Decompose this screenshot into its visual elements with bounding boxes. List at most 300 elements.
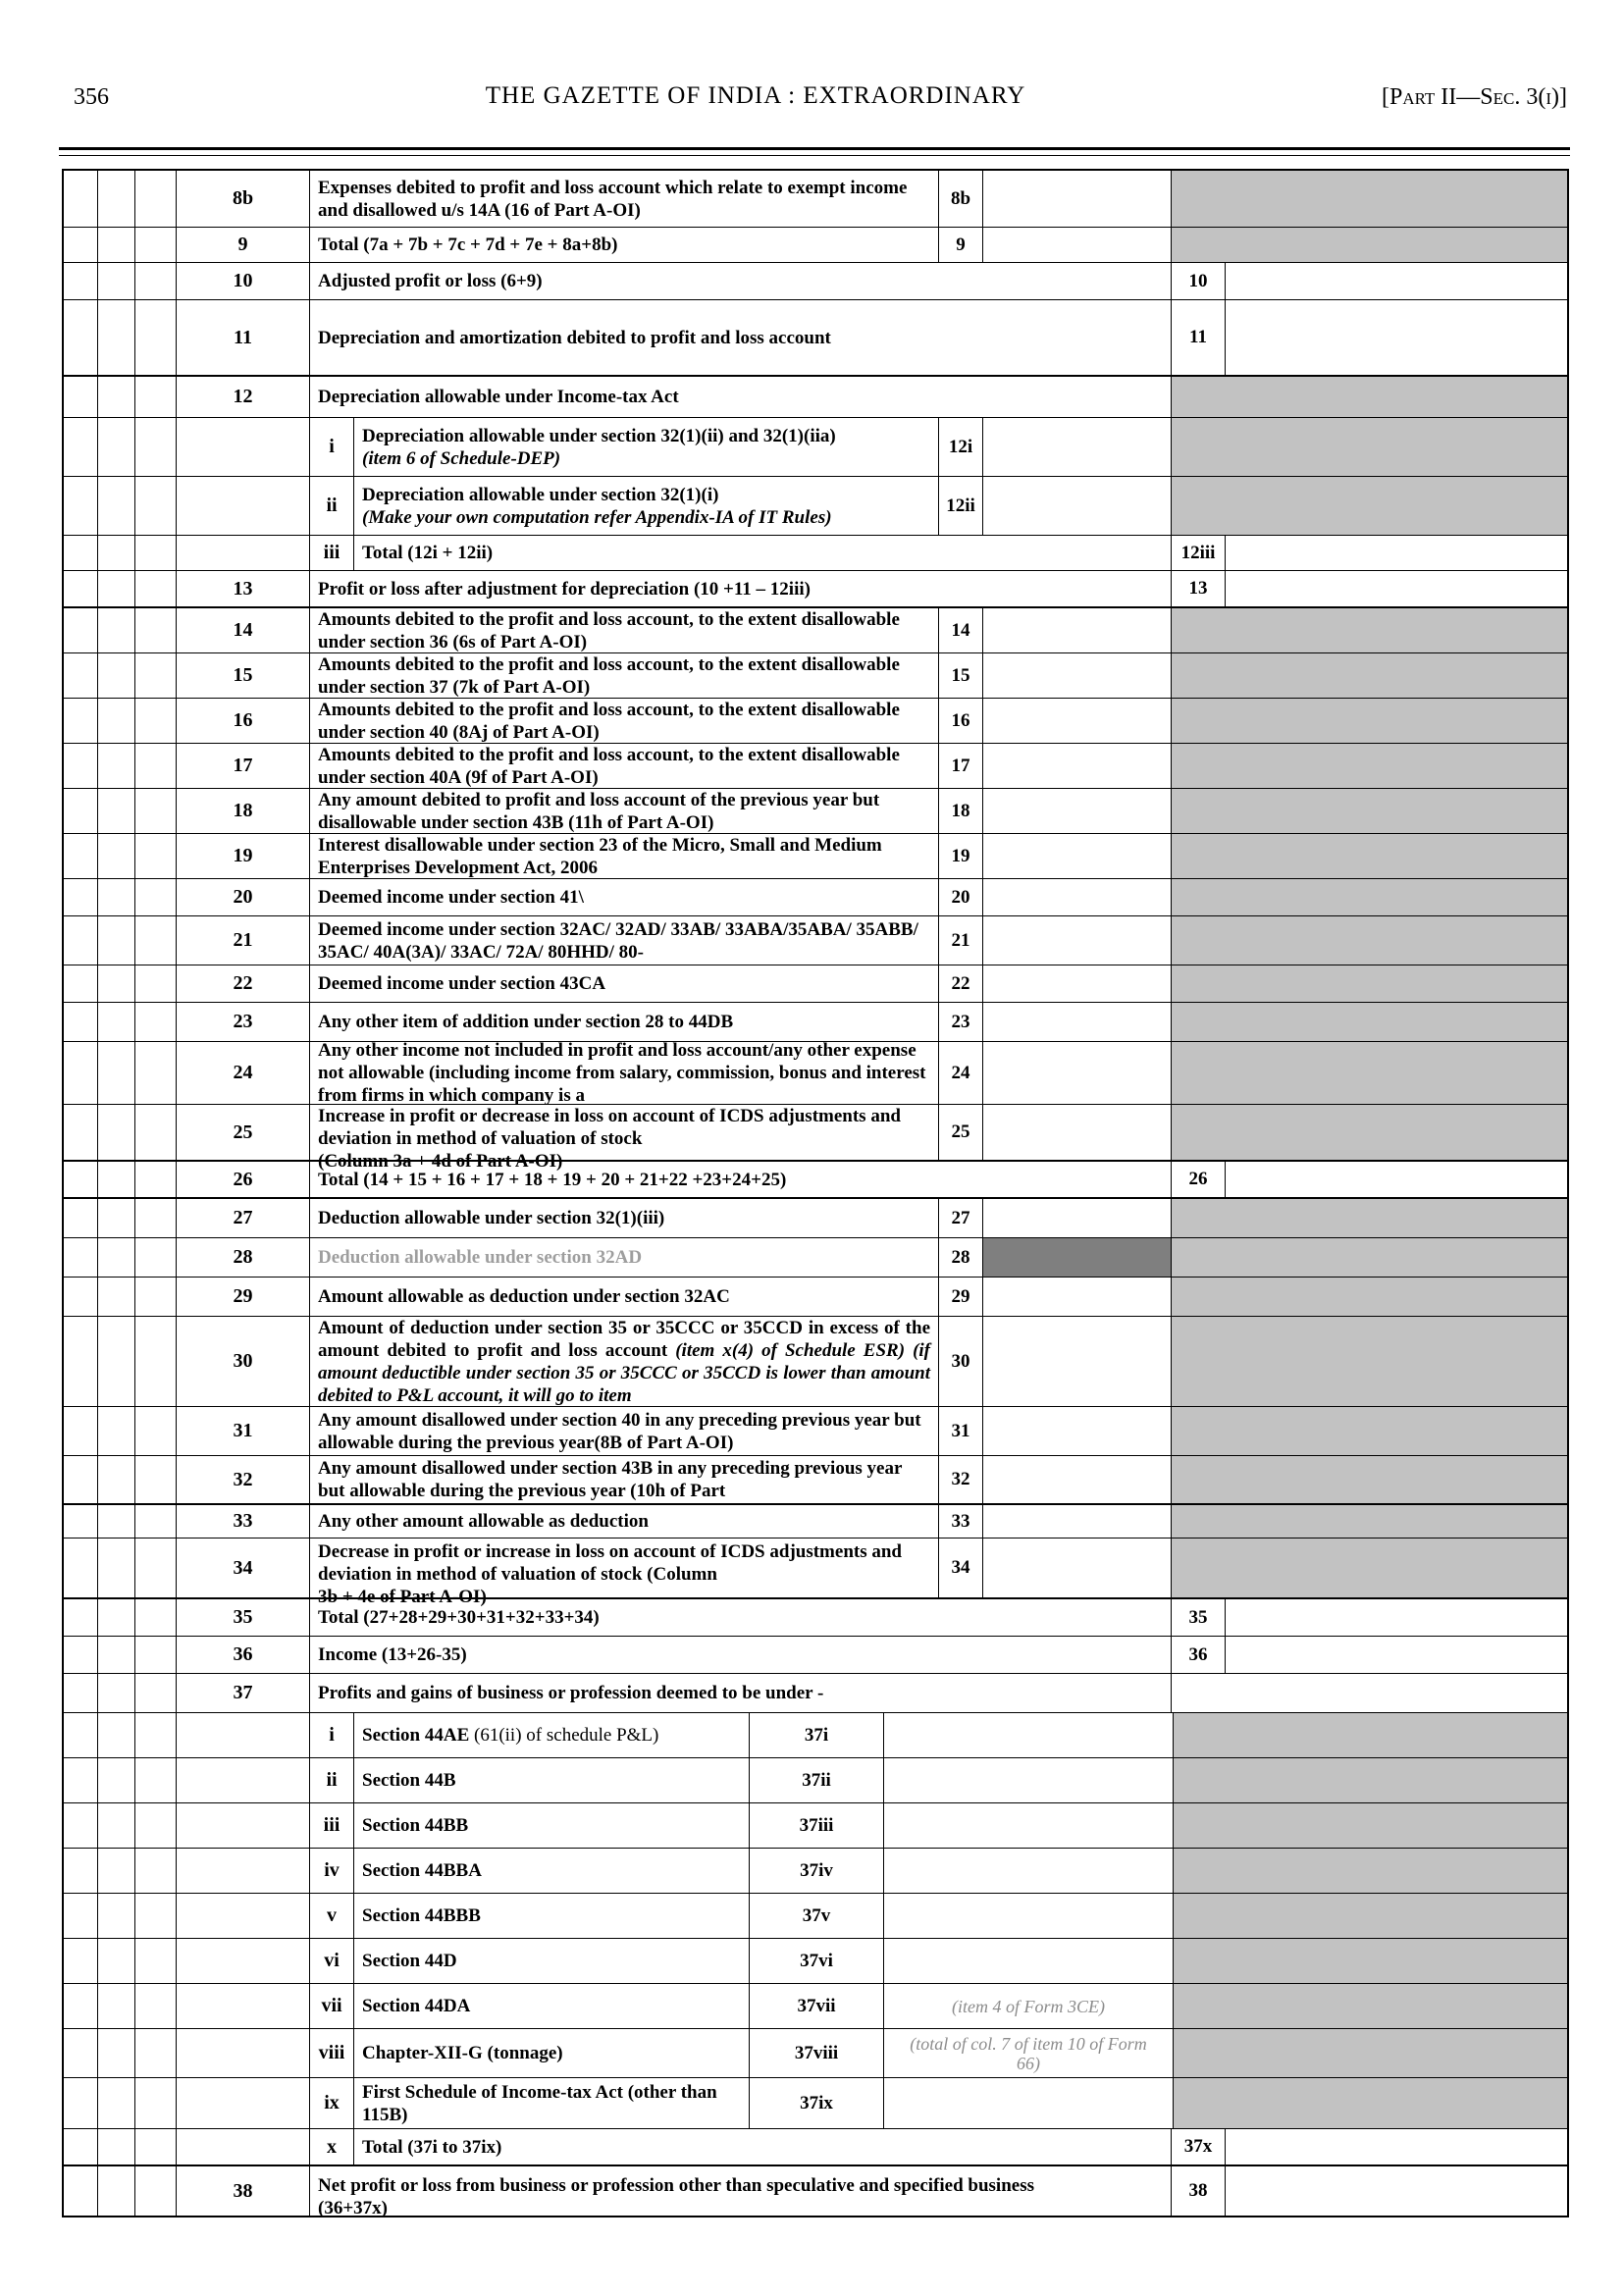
margin-column bbox=[98, 171, 135, 227]
margin-column bbox=[64, 1317, 98, 1406]
shaded-area bbox=[1174, 1849, 1567, 1893]
shaded-area bbox=[1172, 834, 1567, 878]
sub-row-numeral: ii bbox=[310, 1758, 354, 1802]
margin-column bbox=[98, 1637, 135, 1673]
box-label: 16 bbox=[939, 699, 983, 743]
margin-column bbox=[98, 1042, 135, 1104]
description-text: Section 44BBA bbox=[362, 1860, 482, 1881]
shaded-area bbox=[1172, 477, 1567, 535]
row-description bbox=[354, 1939, 750, 1983]
description-text: Total (27+28+29+30+31+32+33+34) bbox=[318, 1607, 600, 1628]
row-body bbox=[310, 1984, 1567, 2028]
row-body bbox=[310, 1539, 1567, 1607]
box-label: 37viii bbox=[750, 2029, 884, 2077]
value-box bbox=[983, 744, 1172, 788]
box-label: 32 bbox=[939, 1456, 983, 1503]
row-description bbox=[310, 1407, 939, 1455]
table-row-36 bbox=[64, 1637, 1567, 1674]
row-body bbox=[310, 1803, 1567, 1848]
description-italic-note: (item 6 of Schedule-DEP) bbox=[362, 447, 561, 469]
row-description bbox=[310, 2166, 1172, 2216]
margin-column bbox=[98, 1984, 135, 2028]
margin-column bbox=[98, 418, 135, 476]
margin-column bbox=[98, 789, 135, 833]
margin-column bbox=[98, 1939, 135, 1983]
table-row-12 bbox=[64, 377, 1567, 418]
margin-column bbox=[98, 1317, 135, 1406]
table-row-28 bbox=[64, 1238, 1567, 1278]
margin-column bbox=[64, 300, 98, 375]
value-box bbox=[983, 1539, 1172, 1597]
row-description bbox=[310, 377, 1172, 417]
table-row-37iii bbox=[64, 1803, 1567, 1849]
margin-column bbox=[135, 2078, 177, 2128]
margin-column bbox=[64, 1105, 98, 1160]
margin-column bbox=[135, 536, 177, 570]
description-text: Section 44D bbox=[362, 1951, 457, 1971]
margin-column bbox=[64, 653, 98, 698]
margin-column bbox=[64, 789, 98, 833]
row-body bbox=[310, 879, 1567, 915]
clipped-text-line: 3b + 4e of Part A-OI) bbox=[318, 1586, 487, 1607]
box-label: 37iii bbox=[750, 1803, 884, 1848]
margin-column bbox=[135, 1162, 177, 1197]
margin-column bbox=[98, 608, 135, 652]
value-box bbox=[983, 1042, 1172, 1104]
margin-column bbox=[135, 744, 177, 788]
shaded-area bbox=[1174, 1758, 1567, 1802]
margin-column bbox=[64, 263, 98, 299]
shaded-area bbox=[1172, 1003, 1567, 1041]
row-number: 10 bbox=[177, 263, 310, 299]
table-row-35 bbox=[64, 1599, 1567, 1637]
row-number bbox=[177, 1984, 310, 2028]
margin-column bbox=[64, 1599, 98, 1636]
row-body bbox=[310, 1317, 1567, 1406]
margin-column bbox=[135, 1803, 177, 1848]
row-number bbox=[177, 418, 310, 476]
margin-column bbox=[98, 2078, 135, 2128]
description-text: Section 44BBB bbox=[362, 1905, 481, 1926]
margin-column bbox=[64, 916, 98, 965]
table-row-33 bbox=[64, 1505, 1567, 1539]
row-description bbox=[310, 916, 939, 965]
row-number: 27 bbox=[177, 1199, 310, 1237]
margin-column bbox=[98, 1105, 135, 1160]
row-description bbox=[354, 2129, 1172, 2165]
margin-column bbox=[64, 834, 98, 878]
row-description bbox=[310, 263, 1172, 299]
value-box bbox=[884, 2029, 1174, 2077]
table-row-21 bbox=[64, 916, 1567, 965]
box-label: 9 bbox=[939, 228, 983, 262]
margin-column bbox=[98, 653, 135, 698]
box-label: 21 bbox=[939, 916, 983, 965]
margin-column bbox=[98, 263, 135, 299]
table-row-8b bbox=[64, 171, 1567, 228]
table-row-37ii bbox=[64, 1758, 1567, 1803]
row-description bbox=[310, 171, 939, 227]
margin-column bbox=[98, 834, 135, 878]
table-row-23 bbox=[64, 1003, 1567, 1042]
box-label: 31 bbox=[939, 1407, 983, 1455]
box-label: 13 bbox=[1172, 571, 1226, 606]
row-number: 35 bbox=[177, 1599, 310, 1636]
margin-column bbox=[135, 608, 177, 652]
value-box bbox=[983, 789, 1172, 833]
margin-column bbox=[64, 1238, 98, 1277]
description-text: Total (37i to 37ix) bbox=[362, 2136, 502, 2158]
margin-column bbox=[64, 1539, 98, 1597]
shaded-area bbox=[1174, 1894, 1567, 1938]
shaded-area bbox=[1172, 699, 1567, 743]
table-row-17 bbox=[64, 744, 1567, 789]
row-body bbox=[310, 1758, 1567, 1802]
shaded-area bbox=[1172, 965, 1567, 1002]
row-description bbox=[354, 2029, 750, 2077]
row-body bbox=[310, 300, 1567, 375]
box-label: 37v bbox=[750, 1894, 884, 1938]
value-box bbox=[983, 608, 1172, 652]
margin-column bbox=[64, 965, 98, 1002]
row-description bbox=[354, 418, 939, 476]
row-description bbox=[310, 834, 939, 878]
margin-column bbox=[98, 1162, 135, 1197]
box-label: 34 bbox=[939, 1539, 983, 1597]
shaded-area bbox=[1172, 1278, 1567, 1316]
sub-row-numeral: iv bbox=[310, 1849, 354, 1893]
description-text: Decrease in profit or increase in loss on account of ICDS adjustments and deviation in method of valuation of stock (Column bbox=[318, 1540, 902, 1585]
margin-column bbox=[98, 1238, 135, 1277]
box-label: 12ii bbox=[939, 477, 983, 535]
margin-column bbox=[64, 377, 98, 417]
part-section-label: [Part II—Sec. 3(i)] bbox=[1381, 84, 1567, 110]
margin-column bbox=[98, 1599, 135, 1636]
box-label: 29 bbox=[939, 1278, 983, 1316]
description-text: Interest disallowable under section 23 of the Micro, Small and Medium Enterprises Development Act, 2006 bbox=[318, 834, 882, 878]
margin-column bbox=[135, 1317, 177, 1406]
margin-column bbox=[64, 1456, 98, 1503]
row-body bbox=[310, 1003, 1567, 1041]
row-description bbox=[310, 1199, 939, 1237]
margin-column bbox=[64, 1674, 98, 1712]
shaded-area bbox=[1172, 916, 1567, 965]
row-body bbox=[310, 744, 1567, 788]
shaded-area bbox=[1172, 744, 1567, 788]
margin-column bbox=[98, 1674, 135, 1712]
row-number: 36 bbox=[177, 1637, 310, 1673]
table-row-37v bbox=[64, 1894, 1567, 1939]
margin-column bbox=[98, 2029, 135, 2077]
description-text: Any amount debited to profit and loss account of the previous year but disallowable under section 43B (11h of Part A-OI) bbox=[318, 789, 880, 833]
description-text: Depreciation allowable under section 32(1)(i) bbox=[362, 484, 719, 505]
margin-column bbox=[98, 1803, 135, 1848]
row-number: 15 bbox=[177, 653, 310, 698]
margin-column bbox=[98, 1003, 135, 1041]
margin-column bbox=[64, 1984, 98, 2028]
table-row-29 bbox=[64, 1278, 1567, 1317]
margin-column bbox=[98, 2166, 135, 2216]
table-row-24 bbox=[64, 1042, 1567, 1105]
table-row-30 bbox=[64, 1317, 1567, 1407]
row-body bbox=[310, 834, 1567, 878]
description-text: Section 44BB bbox=[362, 1815, 469, 1836]
table-row-27 bbox=[64, 1199, 1567, 1238]
margin-column bbox=[135, 653, 177, 698]
sub-row-numeral: x bbox=[310, 2129, 354, 2165]
row-body bbox=[310, 2029, 1567, 2077]
row-number: 9 bbox=[177, 228, 310, 262]
box-label: 14 bbox=[939, 608, 983, 652]
header-rule-thick bbox=[59, 147, 1570, 150]
row-number: 17 bbox=[177, 744, 310, 788]
table-row-15 bbox=[64, 653, 1567, 699]
margin-column bbox=[98, 1278, 135, 1316]
row-description bbox=[310, 1456, 939, 1503]
sub-row-numeral: v bbox=[310, 1894, 354, 1938]
margin-column bbox=[64, 1003, 98, 1041]
row-description bbox=[354, 1713, 750, 1757]
value-box bbox=[1226, 1162, 1567, 1197]
row-number: 32 bbox=[177, 1456, 310, 1503]
page-number: 356 bbox=[74, 84, 109, 110]
row-number: 34 bbox=[177, 1539, 310, 1597]
box-label: 37ix bbox=[750, 2078, 884, 2128]
box-label: 38 bbox=[1172, 2166, 1226, 2216]
shaded-area bbox=[1172, 377, 1567, 417]
description-text: Total (7a + 7b + 7c + 7d + 7e + 8a+8b) bbox=[318, 235, 618, 255]
table-row-37i bbox=[64, 1713, 1567, 1758]
description-text: Any other income not included in profit and loss account/any other expense not allowable (including income from salary, commission, bonus and interest from firms in which company is a bbox=[318, 1040, 926, 1106]
row-number: 18 bbox=[177, 789, 310, 833]
margin-column bbox=[64, 1713, 98, 1757]
margin-column bbox=[135, 1539, 177, 1597]
box-label: 37ii bbox=[750, 1758, 884, 1802]
shaded-area bbox=[1174, 1939, 1567, 1983]
margin-column bbox=[64, 571, 98, 606]
margin-column bbox=[64, 171, 98, 227]
table-row-12i bbox=[64, 418, 1567, 477]
box-label: 30 bbox=[939, 1317, 983, 1406]
value-box bbox=[1226, 2129, 1567, 2165]
description-text: Any amount disallowed under section 43B in any preceding previous year but allowable during the previous year (10h of Part bbox=[318, 1458, 903, 1501]
blank-area bbox=[1172, 1674, 1567, 1712]
margin-column bbox=[98, 477, 135, 535]
shaded-area bbox=[1174, 1803, 1567, 1848]
row-number: 25 bbox=[177, 1105, 310, 1160]
margin-column bbox=[135, 2029, 177, 2077]
row-description bbox=[310, 1105, 939, 1172]
row-number: 8b bbox=[177, 171, 310, 227]
row-body bbox=[310, 2166, 1567, 2216]
row-description bbox=[354, 1758, 750, 1802]
margin-column bbox=[135, 1894, 177, 1938]
value-box bbox=[983, 1456, 1172, 1503]
box-label: 19 bbox=[939, 834, 983, 878]
description-text: First Schedule of Income-tax Act (other than 115B) bbox=[362, 2081, 717, 2125]
table-row-12ii bbox=[64, 477, 1567, 536]
shaded-area bbox=[1174, 1713, 1567, 1757]
value-box bbox=[983, 418, 1172, 476]
value-box bbox=[884, 1849, 1174, 1893]
shaded-area bbox=[1172, 608, 1567, 652]
value-box bbox=[1226, 2166, 1567, 2216]
row-number bbox=[177, 2078, 310, 2128]
row-body bbox=[310, 228, 1567, 262]
margin-column bbox=[135, 571, 177, 606]
row-number bbox=[177, 1939, 310, 1983]
margin-column bbox=[135, 1105, 177, 1160]
box-label: 8b bbox=[939, 171, 983, 227]
clipped-text-line: (Column 3a + 4d of Part A-OI) bbox=[318, 1150, 563, 1172]
description-text: Amounts debited to the profit and loss account, to the extent disallowable under section 37 (7k of Part A-OI) bbox=[318, 653, 900, 698]
row-number: 38 bbox=[177, 2166, 310, 2216]
header-rule-thin bbox=[59, 155, 1570, 156]
shaded-area bbox=[1172, 1238, 1567, 1277]
margin-column bbox=[135, 1849, 177, 1893]
sub-row-numeral: vii bbox=[310, 1984, 354, 2028]
description-text: Any other item of addition under section 28 to 44DB bbox=[318, 1012, 734, 1032]
margin-column bbox=[98, 1539, 135, 1597]
sub-row-numeral: viii bbox=[310, 2029, 354, 2077]
row-description bbox=[310, 1162, 1172, 1197]
description-text: Depreciation allowable under section 32(1)(ii) and 32(1)(iia) bbox=[362, 425, 836, 446]
row-body bbox=[310, 1162, 1567, 1197]
table-row-34 bbox=[64, 1539, 1567, 1607]
margin-column bbox=[98, 699, 135, 743]
value-box bbox=[983, 653, 1172, 698]
row-number: 37 bbox=[177, 1674, 310, 1712]
value-box bbox=[983, 1199, 1172, 1237]
box-label: 10 bbox=[1172, 263, 1226, 299]
sub-row-numeral: iii bbox=[310, 536, 354, 570]
value-box bbox=[884, 1939, 1174, 1983]
value-box bbox=[983, 1278, 1172, 1316]
row-body bbox=[310, 1637, 1567, 1673]
description-text: Net profit or loss from business or profession other than speculative and specified business bbox=[318, 2175, 1034, 2196]
row-number: 12 bbox=[177, 377, 310, 417]
shaded-area bbox=[1172, 879, 1567, 915]
sub-row-numeral: ii bbox=[310, 477, 354, 535]
table-row-13 bbox=[64, 571, 1567, 608]
margin-column bbox=[98, 916, 135, 965]
box-label: 28 bbox=[939, 1238, 983, 1277]
row-description bbox=[310, 1042, 939, 1104]
table-row-37x bbox=[64, 2129, 1567, 2166]
row-description bbox=[310, 1637, 1172, 1673]
row-number bbox=[177, 1803, 310, 1848]
row-number bbox=[177, 1758, 310, 1802]
row-number: 19 bbox=[177, 834, 310, 878]
row-description bbox=[310, 1238, 939, 1277]
row-number bbox=[177, 1713, 310, 1757]
row-body bbox=[310, 2129, 1567, 2165]
margin-column bbox=[135, 171, 177, 227]
row-number bbox=[177, 536, 310, 570]
row-number bbox=[177, 477, 310, 535]
margin-column bbox=[98, 1758, 135, 1802]
margin-column bbox=[135, 834, 177, 878]
margin-column bbox=[64, 2029, 98, 2077]
margin-column bbox=[64, 1042, 98, 1104]
table-row-18 bbox=[64, 789, 1567, 834]
row-body bbox=[310, 1042, 1567, 1104]
clipped-text-line: (36+37x) bbox=[318, 2198, 388, 2218]
value-box bbox=[983, 1407, 1172, 1455]
shaded-area bbox=[1172, 789, 1567, 833]
row-body bbox=[310, 1456, 1567, 1503]
row-number: 14 bbox=[177, 608, 310, 652]
row-number: 28 bbox=[177, 1238, 310, 1277]
table-row-20 bbox=[64, 879, 1567, 916]
row-description bbox=[354, 1849, 750, 1893]
sub-row-numeral: vi bbox=[310, 1939, 354, 1983]
row-body bbox=[310, 1939, 1567, 1983]
row-description bbox=[354, 1803, 750, 1848]
table-row-37ix bbox=[64, 2078, 1567, 2129]
margin-column bbox=[64, 744, 98, 788]
shaded-area bbox=[1174, 2029, 1567, 2077]
box-label: 37iv bbox=[750, 1849, 884, 1893]
margin-column bbox=[98, 1849, 135, 1893]
value-box bbox=[983, 1505, 1172, 1538]
shaded-area bbox=[1172, 1407, 1567, 1455]
gazette-title: THE GAZETTE OF INDIA : EXTRAORDINARY bbox=[485, 82, 1026, 109]
box-label: 37i bbox=[750, 1713, 884, 1757]
margin-column bbox=[98, 1199, 135, 1237]
value-box bbox=[983, 916, 1172, 965]
margin-column bbox=[135, 789, 177, 833]
description-text: Section 44B bbox=[362, 1770, 456, 1791]
row-body bbox=[310, 571, 1567, 606]
value-box bbox=[983, 477, 1172, 535]
description-text: Any amount disallowed under section 40 in any preceding previous year but allowable during the previous year(8B of Part A-OI) bbox=[318, 1409, 921, 1453]
value-box bbox=[1226, 536, 1567, 570]
row-description bbox=[310, 1674, 1172, 1712]
value-box bbox=[1226, 571, 1567, 606]
table-row-37iv bbox=[64, 1849, 1567, 1894]
value-box bbox=[983, 171, 1172, 227]
row-number: 16 bbox=[177, 699, 310, 743]
margin-column bbox=[135, 879, 177, 915]
description-text: Any other amount allowable as deduction bbox=[318, 1511, 649, 1532]
row-body bbox=[310, 965, 1567, 1002]
row-description bbox=[354, 477, 939, 535]
shaded-area bbox=[1172, 1505, 1567, 1538]
shaded-area bbox=[1174, 2078, 1567, 2128]
row-body bbox=[310, 699, 1567, 743]
margin-column bbox=[135, 228, 177, 262]
row-description bbox=[310, 1278, 939, 1316]
box-label: 36 bbox=[1172, 1637, 1226, 1673]
margin-column bbox=[135, 2166, 177, 2216]
row-description bbox=[310, 571, 1172, 606]
margin-column bbox=[64, 1803, 98, 1848]
box-label: 37vi bbox=[750, 1939, 884, 1983]
table-row-25 bbox=[64, 1105, 1567, 1172]
margin-column bbox=[135, 1984, 177, 2028]
margin-column bbox=[64, 1637, 98, 1673]
row-description bbox=[310, 789, 939, 833]
value-box bbox=[983, 228, 1172, 262]
row-number: 23 bbox=[177, 1003, 310, 1041]
description-text: Deemed income under section 41\ bbox=[318, 887, 584, 908]
description-text: Income (13+26-35) bbox=[318, 1644, 467, 1665]
shaded-area bbox=[1172, 1105, 1567, 1160]
margin-column bbox=[64, 536, 98, 570]
margin-column bbox=[98, 1456, 135, 1503]
table-row-31 bbox=[64, 1407, 1567, 1456]
